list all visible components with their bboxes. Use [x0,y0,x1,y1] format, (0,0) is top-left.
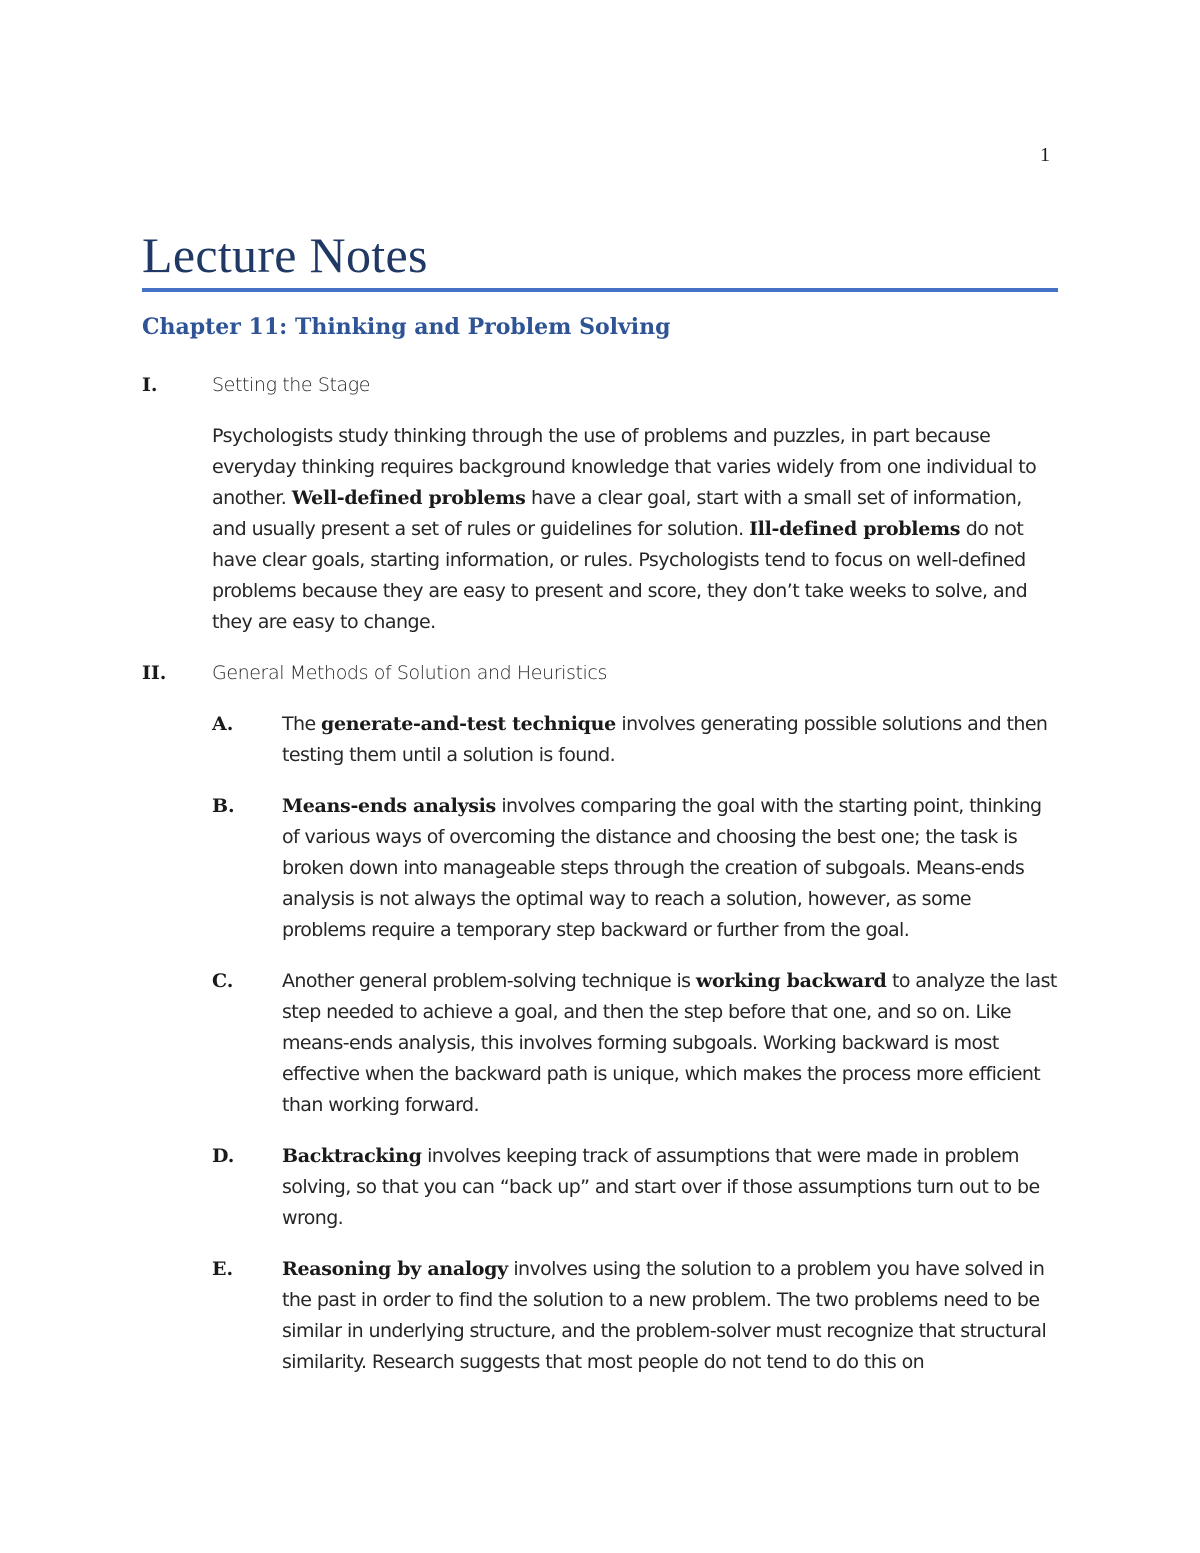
para-text-1: Psychologists study thinking through the use of problems and puzzles, in part because everyday thinking requires background knowledge that varies widely from one individual to another. [212,425,1037,509]
section-1-label: I. [142,374,158,396]
item-c-post: to analyze the last step needed to achieve a goal, and then the step before that one, and so on. Like means-ends analysis, this involves forming subgoals. Working backward is most effective when the backward path is unique, which makes the process more efficient than working forward. [282,970,1057,1116]
item-e-post: involves using the solution to a problem you have solved in the past in order to find the solution to a new problem. The two problems need to be similar in underlying structure, and the problem-solver must recognize that structural similarity. Research suggests that most people do not tend to do this on [282,1258,1047,1373]
chapter-heading: Chapter 11: Thinking and Problem Solving [142,314,671,340]
page-title: Lecture Notes [142,227,428,283]
title-underline [142,288,1058,292]
term-well-defined-problems: Well-defined problems [291,487,526,509]
item-a-label: A. [212,713,234,735]
item-b-text [282,791,1058,946]
term-generate-and-test: generate-and-test technique [320,713,616,735]
para-text-2: have a clear goal, start with a small set of information, and usually present a set of rules or guidelines for solution. [212,487,1022,540]
item-c-text [282,966,1058,1121]
item-d-label: D. [212,1145,235,1167]
term-backtracking: Backtracking [282,1145,422,1167]
section-1-paragraph [212,421,1058,638]
term-reasoning-by-analogy: Reasoning by analogy [282,1258,508,1280]
term-ill-defined-problems: Ill-defined problems [749,518,961,540]
section-1-heading: Setting the Stage [212,374,371,396]
item-c-label: C. [212,970,234,992]
item-c-pre: Another general problem-solving technique is [282,970,696,992]
term-means-ends-analysis: Means-ends analysis [282,795,496,817]
item-e-label: E. [212,1258,234,1280]
item-e-text [282,1254,1058,1378]
term-working-backward: working backward [695,970,887,992]
item-a-text [282,709,1058,771]
section-2-heading: General Methods of Solution and Heuristics [212,662,607,684]
item-d-text [282,1141,1058,1234]
para-text-3: do not have clear goals, starting information, or rules. Psychologists tend to focus on well-defined problems because they are easy to present and score, they don’t take weeks to solve, and they are easy to change. [212,518,1028,633]
item-b-post: involves comparing the goal with the starting point, thinking of various ways of overcoming the distance and choosing the best one; the task is broken down into manageable steps through the creation of subgoals. Means-ends analysis is not always the optimal way to reach a solution, however, as some problems require a temporary step backward or further from the goal. [282,795,1042,941]
item-a-pre: The [282,713,321,735]
item-a-post: involves generating possible solutions and then testing them until a solution is found. [282,713,1048,766]
item-b-label: B. [212,795,235,817]
section-2-label: II. [142,662,167,684]
item-d-post: involves keeping track of assumptions that were made in problem solving, so that you can “back up” and start over if those assumptions turn out to be wrong. [282,1145,1040,1229]
page-number: 1 [1040,144,1050,166]
